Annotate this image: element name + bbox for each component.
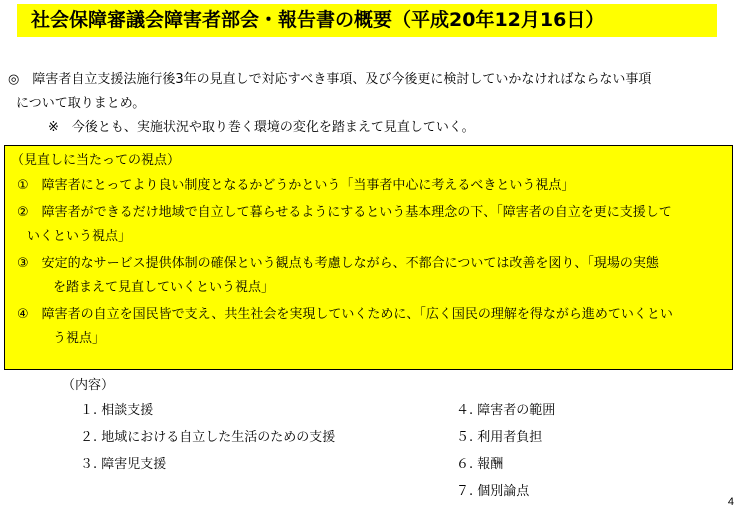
content-item-5: ５. 利用者負担 xyxy=(456,430,543,445)
content-item-3: ３. 障害児支援 xyxy=(80,457,167,472)
content-item-4: ４. 障害者の範囲 xyxy=(456,403,556,418)
intro-line-1: ◎ 障害者自立支援法施行後3年の見直しで対応すべき事項、及び今後更に検討していかなければならない事項 xyxy=(8,72,652,87)
viewpoint-item-4-line-2: う視点」 xyxy=(53,331,106,346)
viewpoint-item-1-line-1: ① 障害者にとってより良い制度となるかどうかという「当事者中心に考えるべきという視点」 xyxy=(17,178,575,193)
viewpoint-item-3 xyxy=(11,252,726,300)
viewpoint-item-1 xyxy=(11,174,726,198)
viewpoints-box xyxy=(4,145,733,370)
page-title: 社会保障審議会障害者部会・報告書の概要（平成20年12月16日） xyxy=(17,4,717,37)
viewpoint-item-2-line-2: いくという視点」 xyxy=(27,229,132,244)
contents-left-column xyxy=(80,402,335,483)
intro-section xyxy=(8,68,733,140)
contents-right-column xyxy=(456,402,555,510)
viewpoint-item-2-line-1: ② 障害者ができるだけ地域で自立して暮らせるようにするという基本理念の下、「障害者の自立を更に支援して xyxy=(17,205,672,220)
content-item-2: ２. 地域における自立した生活のための支援 xyxy=(80,430,336,445)
viewpoint-item-2 xyxy=(11,201,726,249)
viewpoint-item-4-line-1: ④ 障害者の自立を国民皆で支え、共生社会を実現していくために、「広く国民の理解を得ながら進めていくとい xyxy=(17,307,673,322)
page-number: 4 xyxy=(727,496,734,508)
content-item-7: ７. 個別論点 xyxy=(456,484,530,499)
content-item-6: ６. 報酬 xyxy=(456,457,504,472)
content-item-1: １. 相談支援 xyxy=(80,403,154,418)
viewpoint-item-3-line-1: ③ 安定的なサービス提供体制の確保という観点も考慮しながら、不都合については改善を図り、「現場の実態 xyxy=(17,256,659,271)
viewpoint-item-3-line-2: を踏まえて見直していくという視点」 xyxy=(53,280,275,295)
viewpoint-item-4 xyxy=(11,303,726,351)
intro-note: ※ 今後とも、実施状況や取り巻く環境の変化を踏まえて見直していく。 xyxy=(48,120,475,135)
contents-heading: （内容） xyxy=(62,378,115,393)
viewpoints-heading: （見直しに当たっての視点） xyxy=(11,153,181,168)
intro-line-2: について取りまとめ。 xyxy=(16,96,146,111)
